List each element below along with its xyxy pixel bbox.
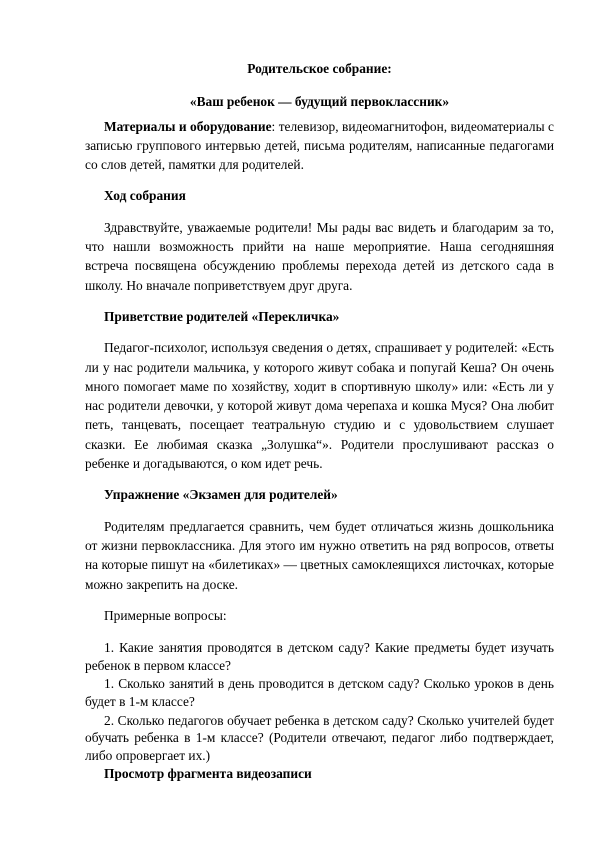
document-body xyxy=(85,59,554,784)
exam-paragraph: Родителям предлагается сравнить, чем будет отличаться жизнь дошкольника от жизни первоклассника. Для этого им нужно ответить на ряд вопросов, ответы на которые пишут на «билетиках» — цветных самоклеящихся листочках, которые можно закрепить на доске. xyxy=(85,518,554,592)
meeting-paragraph: Здравствуйте, уважаемые родители! Мы рады вас видеть и благодарим за то, что нашли возможность прийти на наше мероприятие. Наша сегодняшняя встреча посвящена обсуждению проблемы перехода детей из детского сада в школу. Но вначале поприветствуем друг друга. xyxy=(85,219,554,293)
list-item: 1. Какие занятия проводятся в детском саду? Какие предметы будет изучать ребенок в первом классе? xyxy=(85,640,554,673)
section-heading-greeting: Приветствие родителей «Перекличка» xyxy=(104,308,340,324)
materials-paragraph xyxy=(85,117,554,175)
section-heading-video: Просмотр фрагмента видеозаписи xyxy=(104,766,312,782)
greeting-paragraph: Педагог-психолог, используя сведения о детях, спрашивает у родителей: «Есть ли у нас родители мальчика, у которого живут собака и попугай Кеша? Он очень много помогает маме по хозяйству, ходит в спортивную школу» или: «Есть ли у нас родители девочки, у которой живут дома черепаха и кошка Муся? Она любит петь, танцевать, посещает театральную студию и с удовольствием слушает сказки. Ее любимая сказка „Золушка“». Родители прослушивают рассказ о ребенке и догадываются, о ком идет речь. xyxy=(85,340,554,472)
questions-label: Примерные вопросы: xyxy=(104,607,227,623)
section-heading-exam: Упражнение «Экзамен для родителей» xyxy=(104,487,338,503)
document-title: Родительское собрание: xyxy=(247,61,392,76)
section-heading-meeting: Ход собрания xyxy=(104,188,186,204)
materials-text: : телевизор, видеомагнитофон, видеоматериалы с записью группового интервью детей, письма родителям, написанные педагогами со слов детей, памятки для родителей. xyxy=(85,118,554,173)
list-item: 2. Сколько педагогов обучает ребенка в детском саду? Сколько учителей будет обучать ребенка в 1-м классе? (Родители отвечают, педагог либо подтверждает, либо опровергает их.) xyxy=(85,712,554,763)
materials-label: Материалы и оборудование xyxy=(104,118,272,134)
questions-list xyxy=(85,639,554,764)
document-subtitle: «Ваш ребенок — будущий первоклассник» xyxy=(189,94,450,110)
list-item: 1. Сколько занятий в день проводится в детском саду? Сколько уроков в день будет в 1-м классе? xyxy=(85,676,554,709)
